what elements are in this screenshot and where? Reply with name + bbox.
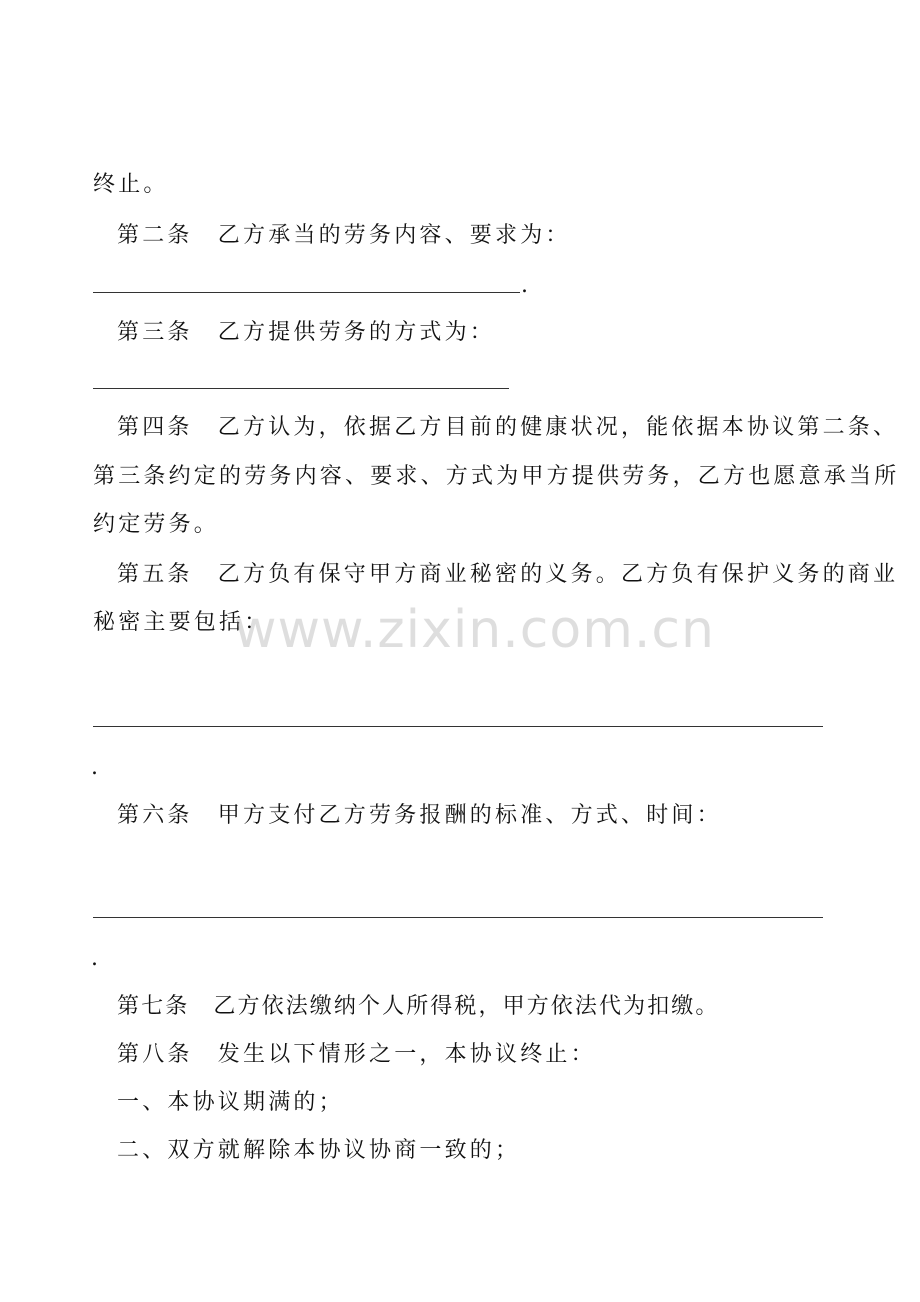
blank-line-article-6 bbox=[93, 917, 823, 918]
blank-line-article-2 bbox=[93, 292, 520, 293]
article-4-line-3: 约定劳务。 bbox=[93, 512, 220, 537]
site-watermark: www.zixin.com.cn bbox=[234, 600, 715, 660]
article-3: 第三条 乙方提供劳务的方式为： bbox=[117, 320, 496, 345]
article-8-item-1: 一、本协议期满的； bbox=[117, 1090, 344, 1115]
article-8-item-2: 二、双方就解除本协议协商一致的； bbox=[117, 1138, 521, 1163]
article-6: 第六条 甲方支付乙方劳务报酬的标准、方式、时间： bbox=[117, 803, 722, 828]
end-period-article-6: . bbox=[91, 946, 98, 971]
article-5-line-1: 第五条 乙方负有保守甲方商业秘密的义务。乙方负有保护义务的商业 bbox=[117, 562, 899, 587]
article-4-line-1: 第四条 乙方认为，依据乙方目前的健康状况，能依据本协议第二条、 bbox=[117, 415, 899, 440]
blank-line-article-5 bbox=[93, 726, 823, 727]
end-period-article-2: . bbox=[521, 273, 528, 298]
article-8: 第八条 发生以下情形之一，本协议终止： bbox=[117, 1042, 596, 1067]
end-period-article-5: . bbox=[91, 755, 98, 780]
article-5-line-2: 秘密主要包括： bbox=[93, 610, 270, 635]
article-2: 第二条 乙方承当的劳务内容、要求为： bbox=[117, 223, 571, 248]
article-4-line-2: 第三条约定的劳务内容、要求、方式为甲方提供劳务，乙方也愿意承当所 bbox=[93, 464, 900, 489]
text-line-termination: 终止。 bbox=[93, 172, 169, 197]
blank-line-article-3 bbox=[93, 388, 509, 389]
article-7: 第七条 乙方依法缴纳个人所得税，甲方依法代为扣缴。 bbox=[117, 994, 720, 1019]
